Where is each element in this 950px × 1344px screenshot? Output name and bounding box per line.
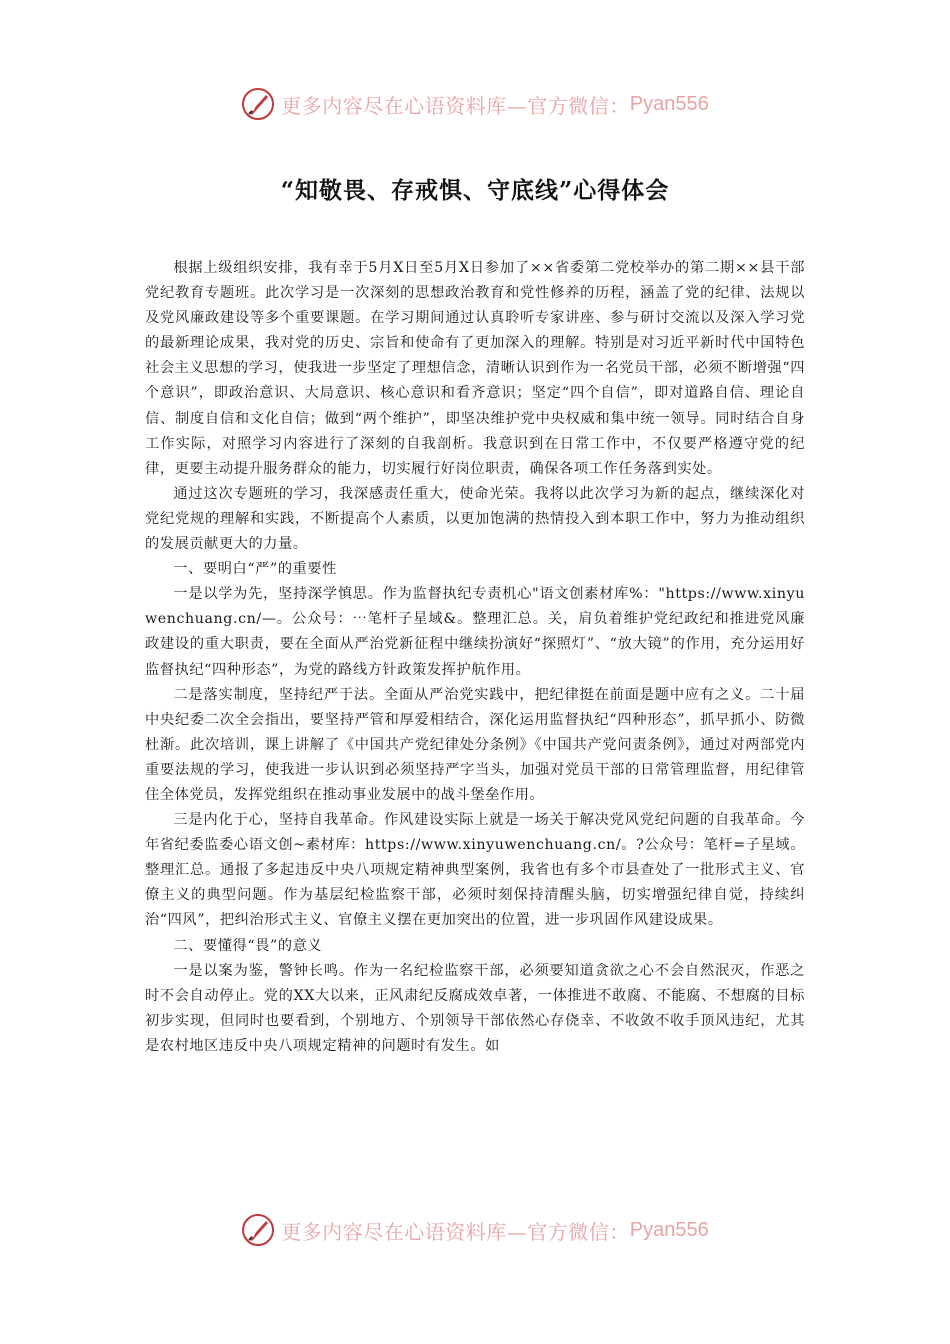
watermark-text: 更多内容尽在心语资料库—官方微信：	[281, 93, 630, 118]
section-heading: 二、要懂得“畏”的意义	[173, 937, 323, 954]
section-heading: 一、要明白“严”的重要性	[173, 561, 337, 578]
header-watermark	[0, 84, 950, 124]
paragraph: 二是落实制度，坚持纪严于法。全面从严治党实践中，把纪律挺在前面是题中应有之义。二十届中央纪委二次全会指出，要坚持严管和厚爱相结合，深化运用监督执纪“四种形态”，抓早抓小、防微杜渐。此次培训，课上讲解了《中国共产党纪律处分条例》《中国共产党问责条例》，通过对两部党内重要法规的学习，使我进一步认识到必须坚持严字当头，加强对党员干部的日常管理监督，用纪律管住全体党员，发挥党组织在推动事业发展中的战斗堡垒作用。	[145, 686, 805, 803]
paragraph: 通过这次专题班的学习，我深感责任重大，使命光荣。我将以此次学习为新的起点，继续深化对党纪党规的理解和实践，不断提高个人素质，以更加饱满的热情投入到本职工作中，努力为推动组织的发展贡献更大的力量。	[145, 485, 805, 553]
quill-logo-icon	[241, 1213, 275, 1247]
document-title: “知敬畏、存戒惧、守底线”心得体会	[280, 177, 670, 204]
watermark-text: 更多内容尽在心语资料库—官方微信：	[281, 1219, 630, 1244]
document-body	[145, 256, 805, 1059]
footer-watermark	[0, 1210, 950, 1250]
watermark-handle: Pyan556	[629, 1218, 709, 1241]
paragraph: 三是内化于心，坚持自我革命。作风建设实际上就是一场关于解决党风党纪问题的自我革命。今年省纪委监委心语文创~素材库：https://www.xinyuwenchuang.cn/。?公众号：笔杆=子星域。整理汇总。通报了多起违反中央八项规定精神典型案例，我省也有多个市县查处了一批形式主义、官僚主义的典型问题。作为基层纪检监察干部，必须时刻保持清醒头脑，切实增强纪律自觉，持续纠治“四风”，把纠治形式主义、官僚主义摆在更加突出的位置，进一步巩固作风建设成果。	[145, 812, 805, 929]
paragraph: 根据上级组织安排，我有幸于5月X日至5月X日参加了××省委第二党校举办的第二期××县干部党纪教育专题班。此次学习是一次深刻的思想政治教育和党性修养的历程，涵盖了党的纪律、法规以及党风廉政建设等多个重要课题。在学习期间通过认真聆听专家讲座、参与研讨交流以及深入学习党的最新理论成果，我对党的历史、宗旨和使命有了更加深入的理解。特别是对习近平新时代中国特色社会主义思想的学习，使我进一步坚定了理想信念，清晰认识到作为一名党员干部，必须不断增强“四个意识”，即政治意识、大局意识、核心意识和看齐意识；坚定“四个自信”，即对道路自信、理论自信、制度自信和文化自信；做到“两个维护”，即坚决维护党中央权威和集中统一领导。同时结合自身工作实际，对照学习内容进行了深刻的自我剖析。我意识到在日常工作中，不仅要严格遵守党的纪律，更要主动提升服务群众的能力，切实履行好岗位职责，确保各项工作任务落到实处。	[145, 260, 805, 477]
watermark-handle: Pyan556	[629, 92, 709, 115]
quill-logo-icon	[241, 87, 275, 121]
paragraph: 一是以学为先，坚持深学慎思。作为监督执纪专责机心"语文创素材库%："https://www.xinyuwenchuang.cn/—。公众号：⋯笔杆子星域&。整理汇总。关，肩负着维护党纪政纪和推进党风廉政建设的重大职责，要在全面从严治党新征程中继续扮演好“探照灯”、“放大镜”的作用，充分运用好监督执纪“四种形态”，为党的路线方针政策发挥护航作用。	[145, 586, 805, 678]
paragraph: 一是以案为鉴，警钟长鸣。作为一名纪检监察干部，必须要知道贪欲之心不会自然泯灭，作恶之时不会自动停止。党的XX大以来，正风肃纪反腐成效卓著，一体推进不敢腐、不能腐、不想腐的目标初步实现，但同时也要看到，个别地方、个别领导干部依然心存侥幸、不收敛不收手顶风违纪，尤其是农村地区违反中央八项规定精神的问题时有发生。如	[145, 962, 805, 1054]
